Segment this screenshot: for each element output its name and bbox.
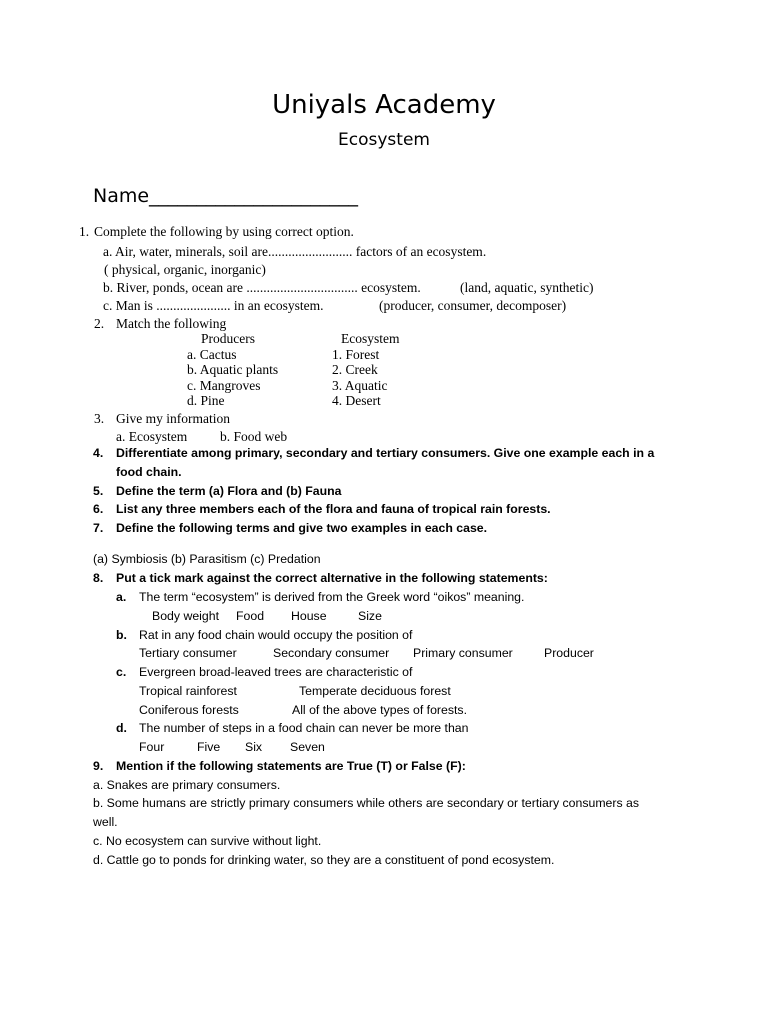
name-line: Name______________________: [93, 185, 359, 207]
q3-item-b: b. Food web: [220, 429, 288, 444]
option: Temperate deciduous forest: [299, 684, 451, 698]
question-text: Put a tick mark against the correct alternative in the following statements:: [116, 571, 548, 585]
q1-item-b-options: (land, aquatic, synthetic): [460, 280, 594, 295]
option: Food: [236, 609, 265, 623]
match-item: c. Mangroves: [187, 378, 261, 393]
question-text: Match the following: [116, 316, 227, 331]
q3-item-a: a. Ecosystem: [116, 429, 188, 444]
q8-item-label: a.: [116, 590, 127, 604]
page-title: Uniyals Academy: [272, 90, 496, 120]
option: Tertiary consumer: [139, 646, 237, 660]
option: Four: [139, 740, 165, 754]
q7-terms: (a) Symbiosis (b) Parasitism (c) Predation: [93, 552, 321, 566]
question-text: Define the term (a) Flora and (b) Fauna: [116, 484, 342, 498]
option: Five: [197, 740, 221, 754]
option: House: [291, 609, 327, 623]
question-number: 1.: [79, 224, 90, 239]
page-subtitle: Ecosystem: [338, 130, 430, 150]
question-text: List any three members each of the flora and fauna of tropical rain forests.: [116, 502, 551, 516]
option: All of the above types of forests.: [292, 703, 467, 717]
option: Primary consumer: [413, 646, 513, 660]
question-text: Differentiate among primary, secondary and tertiary consumers. Give one example each in a: [116, 446, 655, 460]
q8-item-text: The term “ecosystem” is derived from the Greek word “oikos” meaning.: [139, 590, 525, 604]
question-number: 2.: [94, 316, 105, 331]
match-column-header: Ecosystem: [341, 331, 400, 346]
match-item: b. Aquatic plants: [187, 362, 279, 377]
question-number: 6.: [93, 502, 104, 516]
question-number: 9.: [93, 759, 104, 773]
statement: a. Snakes are primary consumers.: [93, 778, 281, 792]
option: Body weight: [152, 609, 219, 623]
q8-item-label: b.: [116, 628, 127, 642]
question-number: 5.: [93, 484, 104, 498]
statement: d. Cattle go to ponds for drinking water, so they are a constituent of pond ecosystem.: [93, 853, 555, 867]
match-item: 4. Desert: [332, 393, 381, 408]
q8-item-label: d.: [116, 721, 127, 735]
option: Seven: [290, 740, 325, 754]
question-number: 4.: [93, 446, 104, 460]
q8-item-text: Rat in any food chain would occupy the position of: [139, 628, 413, 642]
match-item: a. Cactus: [187, 347, 237, 362]
statement: b. Some humans are strictly primary consumers while others are secondary or tertiary consumers as: [93, 796, 640, 810]
statement: c. No ecosystem can survive without light.: [93, 834, 322, 848]
q1-item-a: a. Air, water, minerals, soil are......................... factors of an ecosystem.: [103, 244, 487, 259]
option: Six: [245, 740, 263, 754]
question-number: 7.: [93, 521, 104, 535]
question-text: Give my information: [116, 411, 230, 426]
option: Size: [358, 609, 382, 623]
option: Coniferous forests: [139, 703, 239, 717]
question-number: 8.: [93, 571, 104, 585]
question-text: Complete the following by using correct option.: [94, 224, 354, 239]
q8-item-label: c.: [116, 665, 127, 679]
match-item: d. Pine: [187, 393, 225, 408]
option: Secondary consumer: [273, 646, 390, 660]
q8-item-text: The number of steps in a food chain can never be more than: [139, 721, 469, 735]
q1-item-c: c. Man is ...................... in an ecosystem.: [103, 298, 324, 313]
question-number: 3.: [94, 411, 105, 426]
question-text-continued: food chain.: [116, 465, 182, 479]
match-item: 2. Creek: [332, 362, 378, 377]
q1-item-a-options: ( physical, organic, inorganic): [104, 262, 266, 277]
match-column-header: Producers: [201, 331, 255, 346]
q8-item-text: Evergreen broad-leaved trees are characteristic of: [139, 665, 413, 679]
question-text: Define the following terms and give two examples in each case.: [116, 521, 488, 535]
match-item: 1. Forest: [332, 347, 380, 362]
question-text: Mention if the following statements are True (T) or False (F):: [116, 759, 466, 773]
option: Producer: [544, 646, 594, 660]
q1-item-c-options: (producer, consumer, decomposer): [379, 298, 567, 313]
statement-continued: well.: [93, 815, 118, 829]
q1-item-b: b. River, ponds, ocean are ................................. ecosystem.: [103, 280, 421, 295]
option: Tropical rainforest: [139, 684, 237, 698]
match-item: 3. Aquatic: [332, 378, 388, 393]
